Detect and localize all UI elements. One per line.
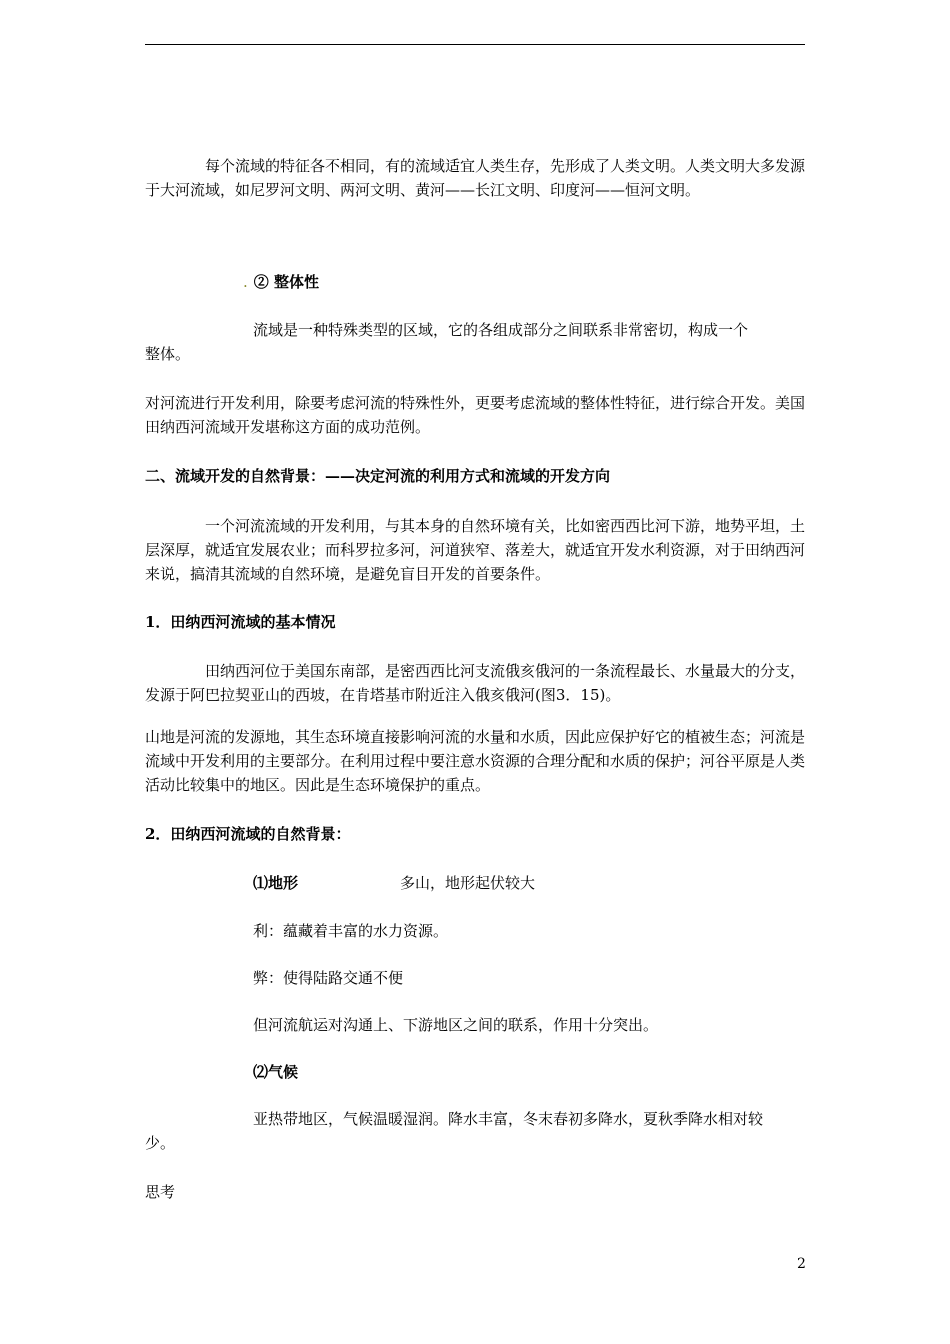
heading-section-two: 二、流域开发的自然背景：——决定河流的利用方式和流域的开发方向 xyxy=(145,467,611,485)
terrain-advantage: 利：蕴藏着丰富的水力资源。 xyxy=(253,922,449,940)
climate-line1: 亚热带地区，气候温暖湿润。降水丰富，冬末春初多降水，夏秋季降水相对较 xyxy=(253,1110,764,1128)
heading-integrity xyxy=(243,270,319,294)
paragraph-integrity-line1: 流域是一种特殊类型的区域，它的各组成部分之间联系非常密切，构成一个 xyxy=(253,321,749,339)
header-rule xyxy=(145,44,805,45)
paragraph-civilizations: 每个流域的特征各不相同，有的流域适宜人类生存，先形成了人类文明。人类文明大多发源于大河流域，如尼罗河文明、两河文明、黄河——长江文明、印度河——恒河文明。 xyxy=(145,157,806,199)
paragraph-tennessee-location: 田纳西河位于美国东南部，是密西西比河支流俄亥俄河的一条流程最长、水量最大的分支，发源于阿巴拉契亚山的西坡，在肯塔基市附近注入俄亥俄河(图3．15)。 xyxy=(145,662,806,704)
bullet-dot: . xyxy=(243,273,248,291)
climate-label: ⑵气候 xyxy=(253,1063,299,1081)
heading-natural-background: 2．田纳西河流域的自然背景： xyxy=(145,825,351,843)
think-label: 思考 xyxy=(145,1183,176,1201)
terrain-label: ⑴地形 xyxy=(253,874,299,892)
paragraph-ecology: 山地是河流的发源地，其生态环境直接影响河流的水量和水质，因此应保护好它的植被生态；河流是流域中开发利用的主要部分。在利用过程中要注意水资源的合理分配和水质的保护；河谷平原是人类活动比较集中的地区。因此是生态环境保护的重点。 xyxy=(145,728,806,794)
heading-integrity-text: ② 整体性 xyxy=(253,273,320,291)
river-transport: 但河流航运对沟通上、下游地区之间的联系，作用十分突出。 xyxy=(253,1016,659,1034)
heading-basic-situation: 1．田纳西河流域的基本情况 xyxy=(145,613,336,631)
page-number: 2 xyxy=(797,1256,806,1272)
paragraph-development: 对河流进行开发利用，除要考虑河流的特殊性外，更要考虑流域的整体性特征，进行综合开发。美国田纳西河流域开发堪称这方面的成功范例。 xyxy=(145,394,806,436)
terrain-value: 多山，地形起伏较大 xyxy=(400,874,536,892)
climate-line2: 少。 xyxy=(145,1134,176,1152)
terrain-disadvantage: 弊：使得陆路交通不便 xyxy=(253,969,404,987)
paragraph-integrity-line2: 整体。 xyxy=(145,345,191,363)
paragraph-natural-environment: 一个河流流域的开发利用，与其本身的自然环境有关，比如密西西比河下游，地势平坦，土层深厚，就适宜发展农业；而科罗拉多河，河道狭窄、落差大，就适宜开发水利资源，对于田纳西河来说，搞清其流域的自然环境，是避免盲目开发的首要条件。 xyxy=(145,517,806,583)
